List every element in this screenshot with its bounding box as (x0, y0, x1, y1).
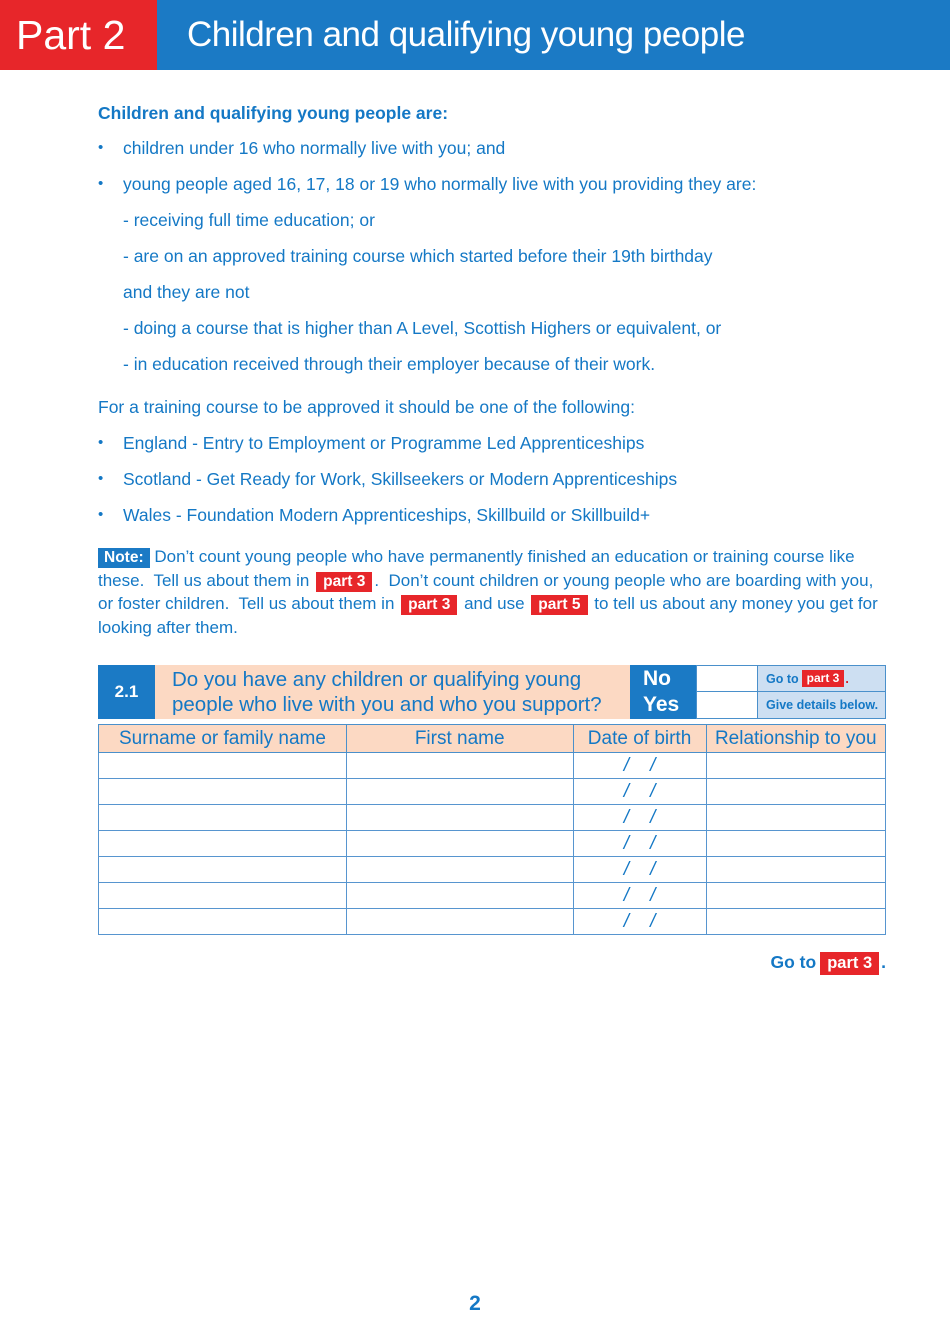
dob-input-cell[interactable]: / / (573, 753, 706, 779)
part-3-badge: part 3 (401, 595, 457, 615)
list-item-text: Wales - Foundation Modern Apprenticeships, Skillbuild or Skillbuild+ (123, 505, 651, 525)
list-item-text: children under 16 who normally live with you; and (123, 138, 506, 158)
part-3-badge: part 3 (316, 572, 372, 592)
dob-input-cell[interactable]: / / (573, 857, 706, 883)
table-row (99, 805, 886, 831)
note-text: . Don’t count children or young people who are boarding with you, or foster children. Tell us about them in (98, 570, 879, 613)
page-header (0, 0, 950, 70)
surname-input-cell[interactable] (99, 753, 347, 779)
yes-label: Yes (643, 693, 680, 716)
page-number: 2 (469, 1292, 481, 1315)
note-text: Don’t count young people who have permanently finished an education or training course like these. Tell us about them in (98, 547, 860, 590)
list-item (98, 497, 886, 533)
question-text: Do you have any children or qualifying young people who live with you and who you support? (155, 665, 630, 719)
bullet-icon: • (98, 506, 104, 523)
list-subitem: - in education received through their employer because of their work. (123, 354, 656, 374)
form-content (98, 96, 886, 973)
note-text: to tell us about any money you get for looking after them. (98, 594, 883, 637)
col-header-firstname: First name (346, 725, 573, 753)
relationship-input-cell[interactable] (706, 831, 885, 857)
goto-part-3-line (98, 952, 886, 973)
question-number: 2.1 (98, 665, 155, 719)
list-item (98, 461, 886, 497)
question-answers (630, 665, 886, 719)
firstname-input-cell[interactable] (346, 831, 573, 857)
page-title: Children and qualifying young people (157, 0, 950, 70)
table-row (99, 753, 886, 779)
table-row (99, 909, 886, 935)
part-number-badge: Part 2 (0, 0, 157, 70)
yes-instruction: Give details below. (758, 691, 886, 719)
no-instruction-text: Go to (766, 671, 799, 686)
intro-heading: Children and qualifying young people are: (98, 103, 449, 123)
part-3-badge: part 3 (802, 670, 845, 687)
relationship-input-cell[interactable] (706, 779, 885, 805)
no-label: No (643, 667, 671, 690)
table-row (99, 831, 886, 857)
firstname-input-cell[interactable] (346, 909, 573, 935)
relationship-input-cell[interactable] (706, 753, 885, 779)
surname-input-cell[interactable] (99, 831, 347, 857)
list-item (98, 166, 886, 202)
relationship-input-cell[interactable] (706, 883, 885, 909)
note-badge: Note: (98, 548, 150, 568)
list-item-text: England - Entry to Employment or Programme Led Apprenticeships (123, 433, 645, 453)
table-header-row (99, 725, 886, 753)
note-paragraph (98, 546, 886, 639)
list-subitem: - receiving full time education; or (123, 210, 375, 230)
training-intro: For a training course to be approved it should be one of the following: (98, 397, 636, 417)
children-table (98, 724, 886, 935)
yes-row (696, 692, 886, 719)
col-header-relationship: Relationship to you (706, 725, 885, 753)
bullet-icon: • (98, 470, 104, 487)
col-header-dob: Date of birth (573, 725, 706, 753)
bullet-icon: • (98, 175, 104, 192)
part-5-badge: part 5 (531, 595, 587, 615)
firstname-input-cell[interactable] (346, 805, 573, 831)
relationship-input-cell[interactable] (706, 857, 885, 883)
dob-input-cell[interactable]: / / (573, 883, 706, 909)
answer-labels (630, 665, 696, 719)
yes-checkbox[interactable] (696, 691, 758, 719)
no-instruction-period: . (845, 671, 849, 686)
list-item-text: young people aged 16, 17, 18 or 19 who normally live with you providing they are: (123, 174, 757, 194)
goto-period: . (881, 952, 886, 972)
dob-input-cell[interactable]: / / (573, 831, 706, 857)
table-row (99, 779, 886, 805)
surname-input-cell[interactable] (99, 883, 347, 909)
surname-input-cell[interactable] (99, 909, 347, 935)
list-subitem: - are on an approved training course which started before their 19th birthday (123, 246, 713, 266)
no-row (696, 665, 886, 692)
list-item-text: Scotland - Get Ready for Work, Skillseekers or Modern Apprenticeships (123, 469, 678, 489)
surname-input-cell[interactable] (99, 805, 347, 831)
dob-input-cell[interactable]: / / (573, 805, 706, 831)
firstname-input-cell[interactable] (346, 883, 573, 909)
relationship-input-cell[interactable] (706, 909, 885, 935)
bullet-icon: • (98, 434, 104, 451)
answer-cells (696, 665, 886, 719)
list-subitem: and they are not (123, 282, 250, 302)
no-instruction (758, 665, 886, 692)
col-header-surname: Surname or family name (99, 725, 347, 753)
note-text: and use (459, 594, 530, 613)
bullet-icon: • (98, 139, 104, 156)
firstname-input-cell[interactable] (346, 753, 573, 779)
question-2-1 (98, 665, 886, 719)
table-row (99, 883, 886, 909)
list-item (98, 425, 886, 461)
surname-input-cell[interactable] (99, 857, 347, 883)
table-row (99, 857, 886, 883)
goto-text: Go to (770, 952, 817, 972)
firstname-input-cell[interactable] (346, 857, 573, 883)
relationship-input-cell[interactable] (706, 805, 885, 831)
list-item (98, 130, 886, 166)
part-3-badge: part 3 (820, 952, 879, 975)
no-checkbox[interactable] (696, 665, 758, 692)
firstname-input-cell[interactable] (346, 779, 573, 805)
surname-input-cell[interactable] (99, 779, 347, 805)
dob-input-cell[interactable]: / / (573, 909, 706, 935)
list-subitem: - doing a course that is higher than A Level, Scottish Highers or equivalent, or (123, 318, 722, 338)
dob-input-cell[interactable]: / / (573, 779, 706, 805)
